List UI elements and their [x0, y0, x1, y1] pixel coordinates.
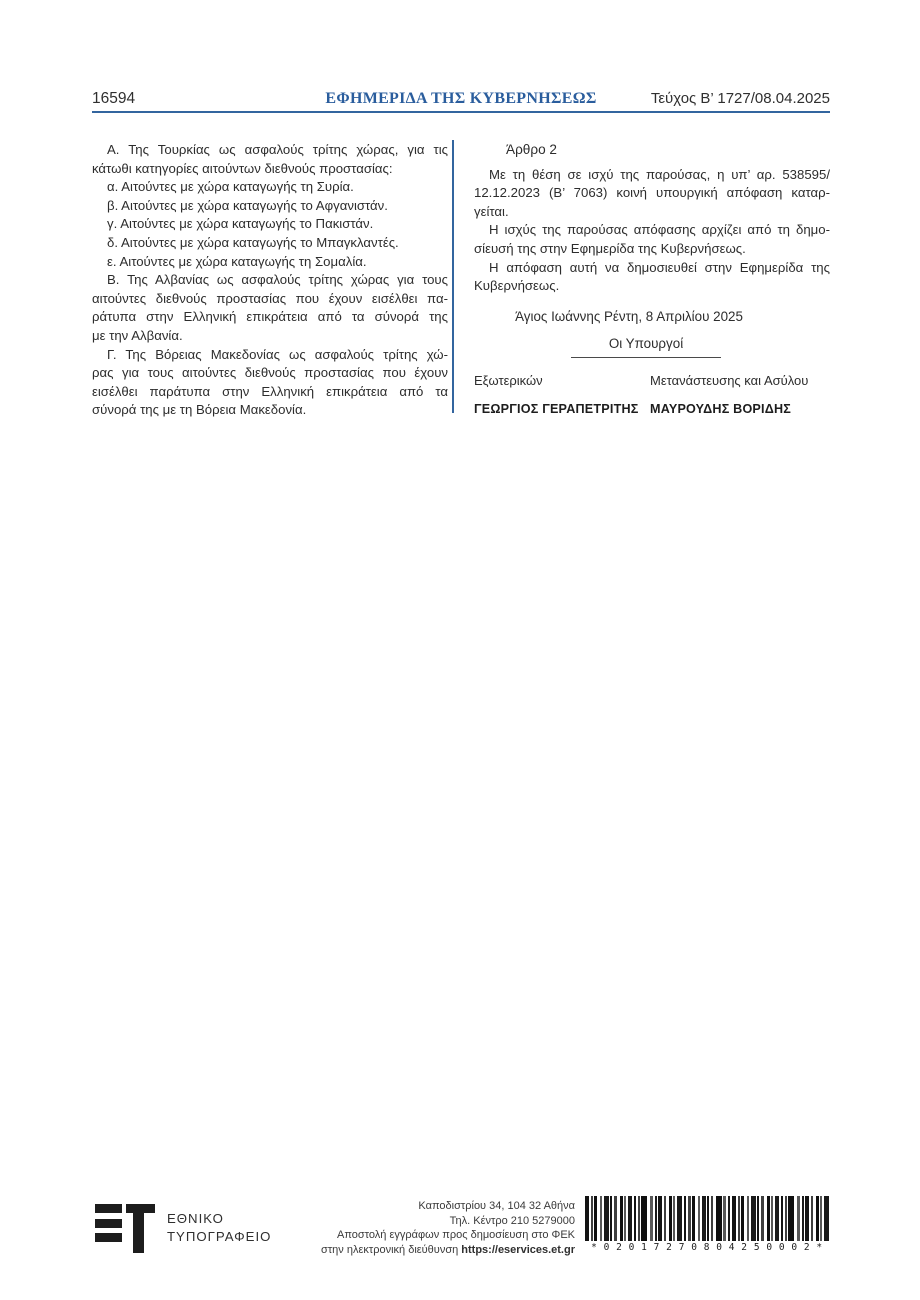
national-printing-house-logo-icon — [95, 1204, 155, 1253]
body-line: δ. Αιτούντες με χώρα καταγωγής το Μπαγκλαντές. — [107, 234, 399, 250]
signatures-block — [474, 372, 830, 418]
signature-name: ΜΑΥΡΟΥΔΗΣ ΒΟΡΙΔΗΣ — [650, 401, 792, 416]
body-line: Με τη θέση σε ισχύ της παρούσας, η υπ’ αρ. 538595/ — [489, 166, 830, 182]
body-line: γ. Αιτούντες με χώρα καταγωγής το Πακιστάν. — [107, 216, 374, 232]
body-line: Κυβερνήσεως. — [474, 278, 560, 294]
body-line: σύνορά της με τη Βόρεια Μακεδονία. — [92, 402, 307, 418]
body-line: ράτυπα στην Ελληνική επικράτεια από τα σύνορά της — [92, 309, 448, 325]
article-body — [474, 166, 830, 296]
publisher-name-line2: ΤΥΠΟΓΡΑΦΕΙΟ — [167, 1228, 272, 1244]
footer-contact-info — [275, 1199, 575, 1257]
body-line: αιτούντες διεθνούς προστασίας που έχουν εισέλθει πα- — [92, 290, 448, 306]
signature-portfolio: Μετανάστευσης και Ασύλου — [650, 372, 809, 388]
page-number: 16594 — [92, 90, 136, 107]
contact-line: Τηλ. Κέντρο 210 5279000 — [449, 1214, 575, 1227]
column-divider-rule — [452, 140, 454, 413]
signature — [650, 372, 808, 418]
contact-line: Καποδιστρίου 34, 104 32 Αθήνα — [418, 1200, 575, 1212]
barcode-bars — [585, 1196, 835, 1241]
signature-name: ΓΕΩΡΓΙΟΣ ΓΕΡΑΠΕΤΡΙΤΗΣ — [474, 401, 639, 416]
left-column — [92, 141, 448, 420]
eservices-url: https://eservices.et.gr — [461, 1243, 575, 1256]
article-heading: Άρθρο 2 — [506, 142, 557, 157]
barcode-digits: *02017270804250002* — [591, 1242, 829, 1253]
barcode — [585, 1196, 835, 1253]
place-date: Άγιος Ιωάννης Ρέντη, 8 Απριλίου 2025 — [515, 308, 743, 324]
body-line: Α. Της Τουρκίας ως ασφαλούς τρίτης χώρας, για τις — [107, 142, 448, 157]
masthead-title: ΕΦΗΜΕΡΙΔΑ ΤΗΣ ΚΥΒΕΡΝΗΣΕΩΣ — [325, 90, 597, 107]
body-line: με την Αλβανία. — [92, 327, 183, 343]
body-line: κάτωθι κατηγορίες αιτούντων διεθνούς προστασίας: — [92, 160, 393, 176]
ministers-heading-wrap — [474, 335, 830, 358]
body-line: Γ. Της Βόρειας Μακεδονίας ως ασφαλούς τρίτης χώ- — [107, 346, 448, 362]
right-column — [474, 141, 830, 420]
body-line: ρας για τους αιτούντες διεθνούς προστασίας που έχουν — [92, 365, 448, 381]
contact-line: Αποστολή εγγράφων προς δημοσίευση στο ΦΕΚ — [337, 1229, 575, 1242]
body-line: γείται. — [474, 203, 509, 219]
publisher-name-line1: ΕΘΝΙΚΟ — [167, 1211, 224, 1226]
body-line: 12.12.2023 (Β’ 7063) κοινή υπουργική απόφαση καταρ- — [474, 185, 830, 201]
header-rule — [92, 111, 830, 113]
contact-line-url: στην ηλεκτρονική διεύθυνση https://eservices.et.gr — [321, 1243, 575, 1256]
body-line: ε. Αιτούντες με χώρα καταγωγής τη Σομαλία. — [107, 253, 367, 269]
body-line: σίευσή της στην Εφημερίδα της Κυβερνήσεως. — [474, 240, 746, 256]
body-line: Η ισχύς της παρούσας απόφασης αρχίζει από τη δημο- — [489, 222, 830, 238]
page-header — [92, 88, 830, 110]
issue-info: Τεύχος Β’ 1727/08.04.2025 — [650, 90, 830, 107]
publisher-name — [167, 1210, 271, 1245]
body-columns — [92, 141, 830, 420]
body-line: Η απόφαση αυτή να δημοσιευθεί στην Εφημερίδα της — [489, 259, 830, 275]
body-line: β. Αιτούντες με χώρα καταγωγής το Αφγανιστάν. — [107, 197, 388, 213]
body-line: α. Αιτούντες με χώρα καταγωγής τη Συρία. — [107, 179, 354, 195]
ministers-heading: Οι Υπουργοί — [571, 335, 721, 358]
body-line: εισέλθει παράτυπα στην Ελληνική επικράτεια από τα — [92, 383, 448, 399]
signature — [474, 372, 650, 418]
body-line: Β. Της Αλβανίας ως ασφαλούς τρίτης χώρας για τους — [107, 272, 448, 288]
signature-portfolio: Εξωτερικών — [474, 372, 543, 388]
